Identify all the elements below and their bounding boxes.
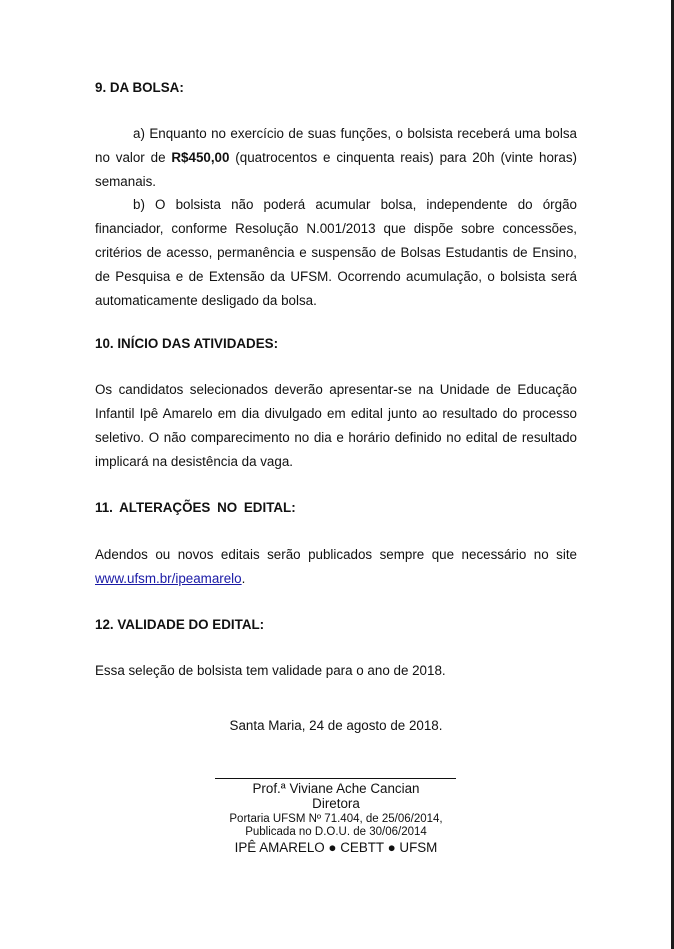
signature-line [215, 778, 456, 779]
place-and-date: Santa Maria, 24 de agosto de 2018. [229, 718, 443, 733]
website-link[interactable]: www.ufsm.br/ipeamarelo [95, 571, 242, 586]
section-9-heading: 9. DA BOLSA: [95, 80, 184, 95]
section-10-heading: 10. INÍCIO DAS ATIVIDADES: [95, 336, 279, 351]
signature-name: Prof.ª Viviane Ache Cancian [252, 781, 420, 796]
signature-portaria: Portaria UFSM Nº 71.404, de 25/06/2014, [229, 813, 443, 825]
signature-published: Publicada no D.O.U. de 30/06/2014 [245, 826, 427, 838]
section-9-paragraph-b: b) O bolsista não poderá acumular bolsa, independente do órgão financiador, conforme Resolução N.001/2013 que dispõe sobre concessões, critérios de acesso, permanência e suspensão de Bolsas Estudantis de Ensino, de Pesquisa e de Extensão da UFSM. Ocorrendo acumulação, o bolsista será automaticamente desligado da bolsa. [95, 197, 577, 308]
signature-organization: IPÊ AMARELO ● CEBTT ● UFSM [234, 840, 438, 855]
section-12-paragraph: Essa seleção de bolsista tem validade para o ano de 2018. [95, 663, 446, 678]
signature-role: Diretora [312, 796, 360, 811]
section-9-a-text-end: (quatrocentos e cinquenta reais) para 20h (vinte horas) semanais. [95, 150, 577, 189]
section-11-period: . [241, 571, 246, 586]
section-11-paragraph [95, 543, 577, 591]
section-11-text: Adendos ou novos editais serão publicados sempre que necessário no site [95, 547, 577, 562]
section-12-heading: 12. VALIDADE DO EDITAL: [95, 617, 265, 632]
section-11-heading: 11. ALTERAÇÕES NO EDITAL: [95, 500, 296, 515]
section-9-paragraph-a [95, 122, 577, 194]
bolsa-value: R$450,00 [171, 150, 230, 165]
section-10-paragraph: Os candidatos selecionados deverão apresentar-se na Unidade de Educação Infantil Ipê Amarelo em dia divulgado em edital junto ao resultado do processo seletivo. O não comparecimento no dia e horário definido no edital de resultado implicará na desistência da vaga. [95, 382, 577, 469]
section-9-a-text-start: a) Enquanto no exercício de suas funções, o bolsista receberá uma bolsa no valor de [95, 126, 577, 165]
